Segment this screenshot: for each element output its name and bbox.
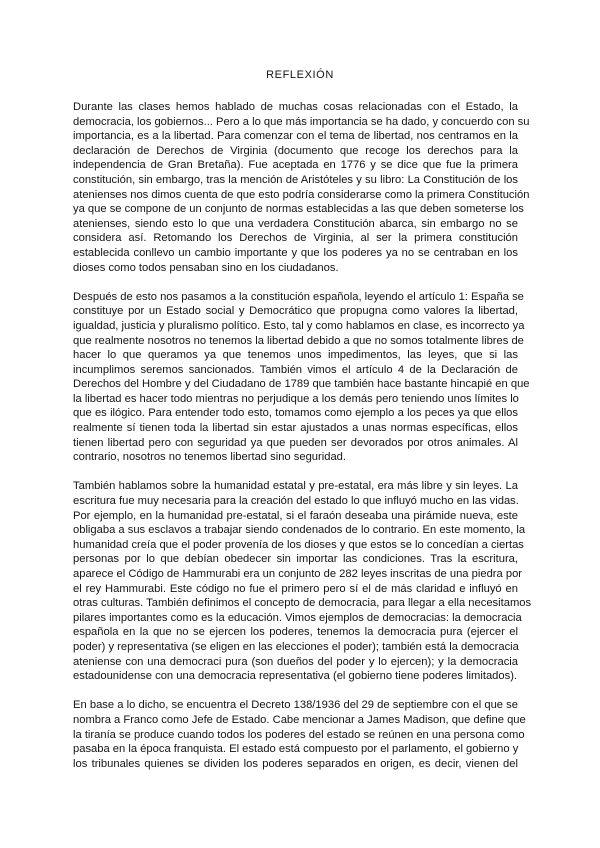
text-line: escritura fue muy necesaria para la creación del estado lo que influyó mucho en las vidas.: [73, 495, 519, 508]
text-line: humanidad creía que el poder provenía de los dioses y que estos se lo concedían a ciertas: [73, 538, 524, 551]
text-line: otras culturas. También definimos el concepto de democracia, para llegar a ella necesitamos: [73, 597, 532, 610]
paragraph: [73, 290, 530, 465]
text-line: Después de esto nos pasamos a la constitución española, leyendo el artículo 1: España se: [73, 290, 524, 303]
text-line: constitución, sin embargo, tras la mención de Aristóteles y su libro: La Constitución de los: [73, 173, 518, 186]
text-line: contrario, nosotros no tenemos libertad sino seguridad.: [73, 451, 347, 464]
text-line: tienen libertad pero con seguridad ya que pueden ser devorados por otros animales. Al: [73, 436, 518, 449]
text-line: considera así. Retomando los Derechos de Virginia, al ser la primera constitución: [73, 232, 518, 245]
text-line: Durante las clases hemos hablado de muchas cosas relacionadas con el Estado, la: [73, 101, 518, 113]
text-line: pasaba en la época franquista. El estado está compuesto por el parlamento, el gobierno y: [73, 743, 519, 756]
text-line: dioses como todos pensaban sino en los ciudadanos.: [73, 261, 339, 274]
text-line: ya que se compone de un conjunto de normas establecidas a las que deben someterse los: [73, 203, 524, 216]
text-line: establecida conllevo un cambio importante y que los poderes ya no se centraban en los: [73, 246, 518, 259]
text-line: independencia de Gran Bretaña). Fue aceptada en 1776 y se dice que fue la primera: [73, 159, 518, 172]
text-line: estadounidense con una democracia representativa (el gobierno tiene poderes limitados).: [73, 670, 518, 683]
text-line: los tribunales quienes se dividen los poderes separados en origen, es decir, vienen del: [73, 757, 518, 770]
text-line: igualdad, justicia y pluralismo político. Esto, tal y como hablamos en clase, es incorrecto ya: [73, 319, 525, 332]
text-line: poder) y representativa (se eligen en las elecciones el poder); también está la democracia: [73, 640, 519, 653]
text-line: atenienses nos dimos cuenta de que esto podría considerarse como la primera Constitución: [73, 188, 530, 201]
text-line: española en la que no se ejercen los poderes, tenemos la democracia pura (ejercer el: [73, 626, 518, 639]
text-line: el rey Hammurabi. Este código no fue el primero pero sí el de más claridad e influyó en: [73, 582, 518, 595]
text-line: la libertad es hacer todo mientras no perjudique a los demás pero teniendo unos límites lo: [73, 392, 519, 405]
text-line: incumplimos seremos sancionados. También vimos el artículo 4 de la Declaración de: [73, 363, 518, 376]
text-line: personas por lo que debían obedecer sin importar las condiciones. Tras la escritura,: [73, 553, 518, 566]
text-line: democracia, los gobiernos... Pero a lo que más importancia se ha dado, y concuerdo con su: [73, 115, 530, 128]
document-title: REFLEXIÓN: [266, 69, 334, 81]
text-line: aparece el Código de Hammurabi era un conjunto de 282 leyes inscritas de una piedra por: [73, 568, 523, 580]
paragraph: [73, 100, 530, 275]
text-line: que es ilógico. Para entender todo esto, tomamos como ejemplo a los peces ya que ellos: [73, 407, 518, 420]
paragraph: [73, 479, 532, 683]
text-line: declaración de Derechos de Virginia (documento que recoge los derechos para la: [73, 144, 518, 157]
text-line: constituye por un Estado social y Democrático que propugna como valores la libertad,: [73, 305, 518, 318]
text-line: que realmente nosotros no tenemos la libertad debido a que no somos totalmente libres de: [73, 334, 524, 347]
document-body: [73, 100, 532, 786]
text-line: obligaba a sus esclavos a trabajar siendo condenados de lo contrario. En este momento, la: [73, 524, 526, 537]
text-line: la tiranía se produce cuando todos los poderes del estado se reúnen en una persona como: [73, 728, 525, 741]
text-line: También hablamos sobre la humanidad estatal y pre-estatal, era más libre y sin leyes. La: [73, 480, 518, 493]
text-line: hacer lo que queramos ya que tenemos unos impedimentos, las leyes, que si las: [73, 349, 518, 362]
text-line: atenienses, siendo esto lo que una verdadera Constitución abarca, sin embargo no se: [73, 217, 518, 230]
text-line: nombra a Franco como Jefe de Estado. Cabe mencionar a James Madison, que define que: [73, 713, 526, 726]
text-line: Derechos del Hombre y del Ciudadano de 1789 que también hace bastante hincapié en que: [73, 378, 530, 391]
text-line: ateniense con una democraci pura (son dueños del poder y lo ejercen); y la democracia: [73, 655, 518, 668]
text-line: importancia, es a la libertad. Para comenzar con el tema de libertad, nos centramos en la: [73, 130, 518, 143]
text-line: realmente sí tienen toda la libertad sin estar ajustados a unas normas específicas, ellos: [73, 422, 518, 435]
text-line: pilares importantes como es la educación. Vimos ejemplos de democracias: la democracia: [73, 611, 522, 624]
text-line: Por ejemplo, en la humanidad pre-estatal, si el faraón deseaba una pirámide nueva, este: [73, 509, 518, 522]
paragraph: [73, 698, 526, 771]
text-line: En base a lo dicho, se encuentra el Decreto 138/1936 del 29 de septiembre con el que se: [73, 699, 518, 712]
